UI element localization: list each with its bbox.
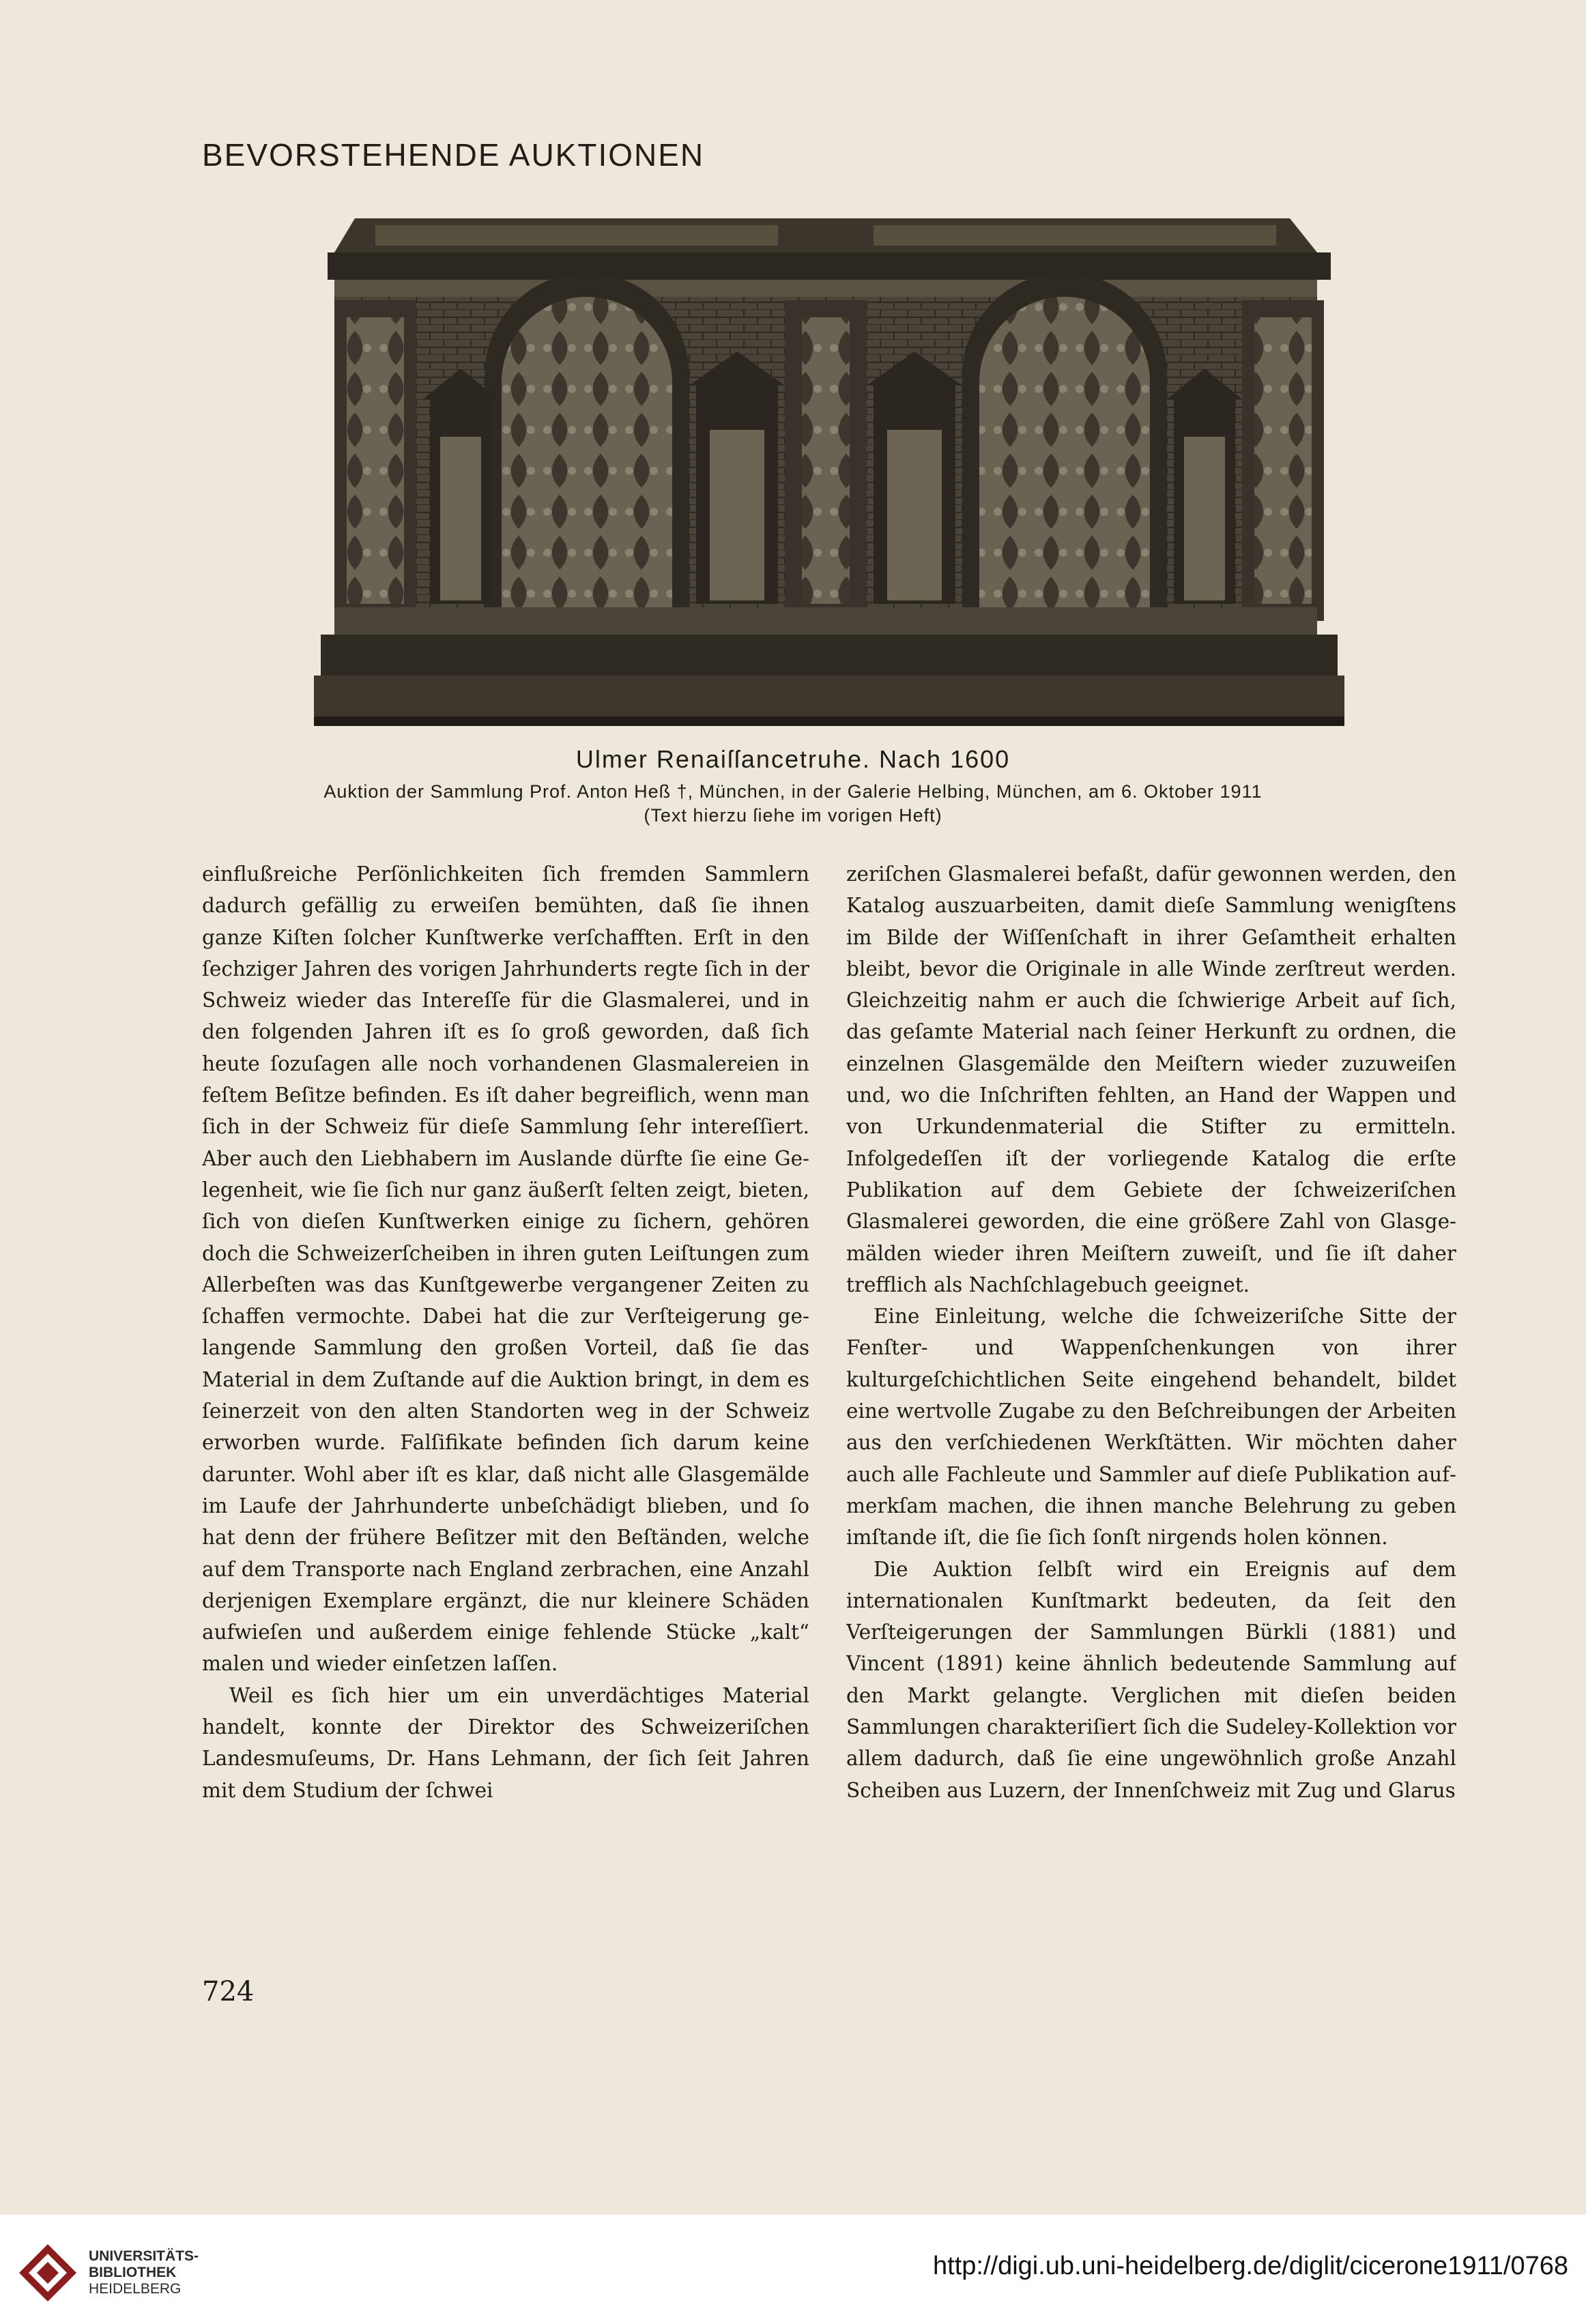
figure-caption-title: Ulmer Renaiſſancetruhe. Nach 1600 xyxy=(575,745,1011,773)
source-url-link[interactable]: http://digi.ub.uni-heidelberg.de/diglit/cicerone1911/0768 xyxy=(933,2252,1568,2280)
page-number: 724 xyxy=(202,1976,255,2007)
paragraph: Die Auktion ſelbſt wird ein Ereignis auf dem internationalen Kunſtmarkt bedeuten, da ſeit den Verſteigerungen der Sammlungen Bürkli (1881) und Vincent (1891) keine ähnlich bedeutende Sammlung auf den Markt gelangte. Verglichen mit dieſen beiden Sammlungen charakteriſiert ſich die Sudeley-Kollektion vor allem dadurch, daß ſie eine ungewöhnlich große Anzahl Scheiben aus Luzern, der Innenſchweiz mit Zug und Glarus xyxy=(846,1557,1456,1802)
paragraph: Weil es ſich hier um ein unverdächtiges Material handelt, konnte der Direktor des Schweizeriſchen Landesmuſeums, Dr. Hans Lehmann, der ſich ſeit Jahren mit dem Studium der ſchwei xyxy=(202,1683,809,1802)
running-header: BEVORSTEHENDE AUKTIONEN xyxy=(202,137,705,173)
chest-photograph xyxy=(293,205,1365,737)
text-column-left xyxy=(202,858,809,1943)
figure-caption-note: (Text hierzu ſiehe im vorigen Heft) xyxy=(644,805,942,826)
university-library-logo-icon xyxy=(16,2241,79,2304)
figure-caption-line: Auktion der Sammlung Prof. Anton Heß †, München, in der Galerie Helbing, München, am 6. Oktober 1911 xyxy=(323,781,1263,802)
library-name: UNIVERSITÄTS- BIBLIOTHEK HEIDELBERG xyxy=(89,2248,199,2297)
text-column-right xyxy=(846,858,1456,1943)
paragraph: zeriſchen Glasmalerei befaßt, dafür gewonnen werden, den Katalog auszuarbeiten, damit dieſe Sammlung wenigſtens im Bilde der Wiſſenſchaft in ihrer Geſamtheit erhalten bleibt, bevor die Originale in alle Winde zerſtreut werden. Gleichzeitig nahm er auch die ſchwierige Arbeit auf ſich, das geſamte Material nach ſeiner Herkunft zu ordnen, die einzelnen Glasgemälde den Meiſtern wieder zuzuweiſen und, wo die Inſchriften fehlten, an Hand der Wappen und von Urkundenmaterial die Stifter zu ermitteln. Infolgedeſſen iſt der vorliegende Katalog die erſte Publikation auf dem Gebiete der ſchweizeriſchen Glasmalerei geworden, die eine größere Zahl von Glasgemälden wieder ihren Meiſtern zuweiſt, und ſie iſt daher trefflich als Nachſchlagebuch geeignet. xyxy=(846,862,1456,1296)
paragraph: Eine Einleitung, welche die ſchweizeriſche Sitte der Fenſter- und Wappenſchenkungen von ihrer kulturgeſchichtlichen Seite eingehend behandelt, bildet eine wertvolle Zugabe zu den Beſchreibungen der Arbeiten aus den verſchiedenen Werkſtätten. Wir möchten daher auch alle Fachleute und Sammler auf dieſe Publikation aufmerkſam machen, die ihnen manche Belehrung zu geben imſtande iſt, die ſie ſich ſonſt nirgends holen können. xyxy=(846,1305,1456,1550)
paragraph: einflußreiche Perſönlichkeiten ſich fremden Sammlern dadurch gefällig zu erweiſen bemühten, daß ſie ihnen ganze Kiſten ſolcher Kunſtwerke verſchafften. Erſt in den ſechziger Jahren des vorigen Jahrhunderts regte ſich in der Schweiz wieder das Intereſſe für die Glasmalerei, und in den folgenden Jahren iſt es ſo groß geworden, daß ſich heute ſozuſagen alle noch vorhandenen Glasmalereien in feſtem Beſitze befinden. Es iſt daher begreiflich, wenn man ſich in der Schweiz für dieſe Sammlung ſehr intereſſiert. Aber auch den Liebhabern im Auslande dürfte ſie eine Gelegenheit, wie ſie ſich nur ganz äußerſt ſelten zeigt, bieten, ſich von dieſen Kunſtwerken einige zu ſichern, gehören doch die Schweizerſcheiben in ihren guten Leiſtungen zum Allerbeſten was das Kunſtgewerbe vergangener Zeiten zu ſchaffen vermochte. Dabei hat die zur Verſteigerung gelangende Sammlung den großen Vorteil, daß ſie das Material in dem Zuſtande auf die Auktion bringt, in dem es ſeinerzeit von den alten Standorten weg in der Schweiz erworben wurde. Falſifikate befinden ſich darum keine darunter. Wohl aber iſt es klar, daß nicht alle Glasgemälde im Laufe der Jahrhunderte unbeſchädigt blieben, und ſo hat denn der frühere Beſitzer mit den Beſtänden, welche auf dem Transporte nach England zerbrachen, eine Anzahl derjenigen Exemplare ergänzt, die nur kleinere Schäden aufwieſen und außerdem einige fehlende Stücke „kalt“ malen und wieder einſetzen laſſen. xyxy=(202,862,809,1676)
